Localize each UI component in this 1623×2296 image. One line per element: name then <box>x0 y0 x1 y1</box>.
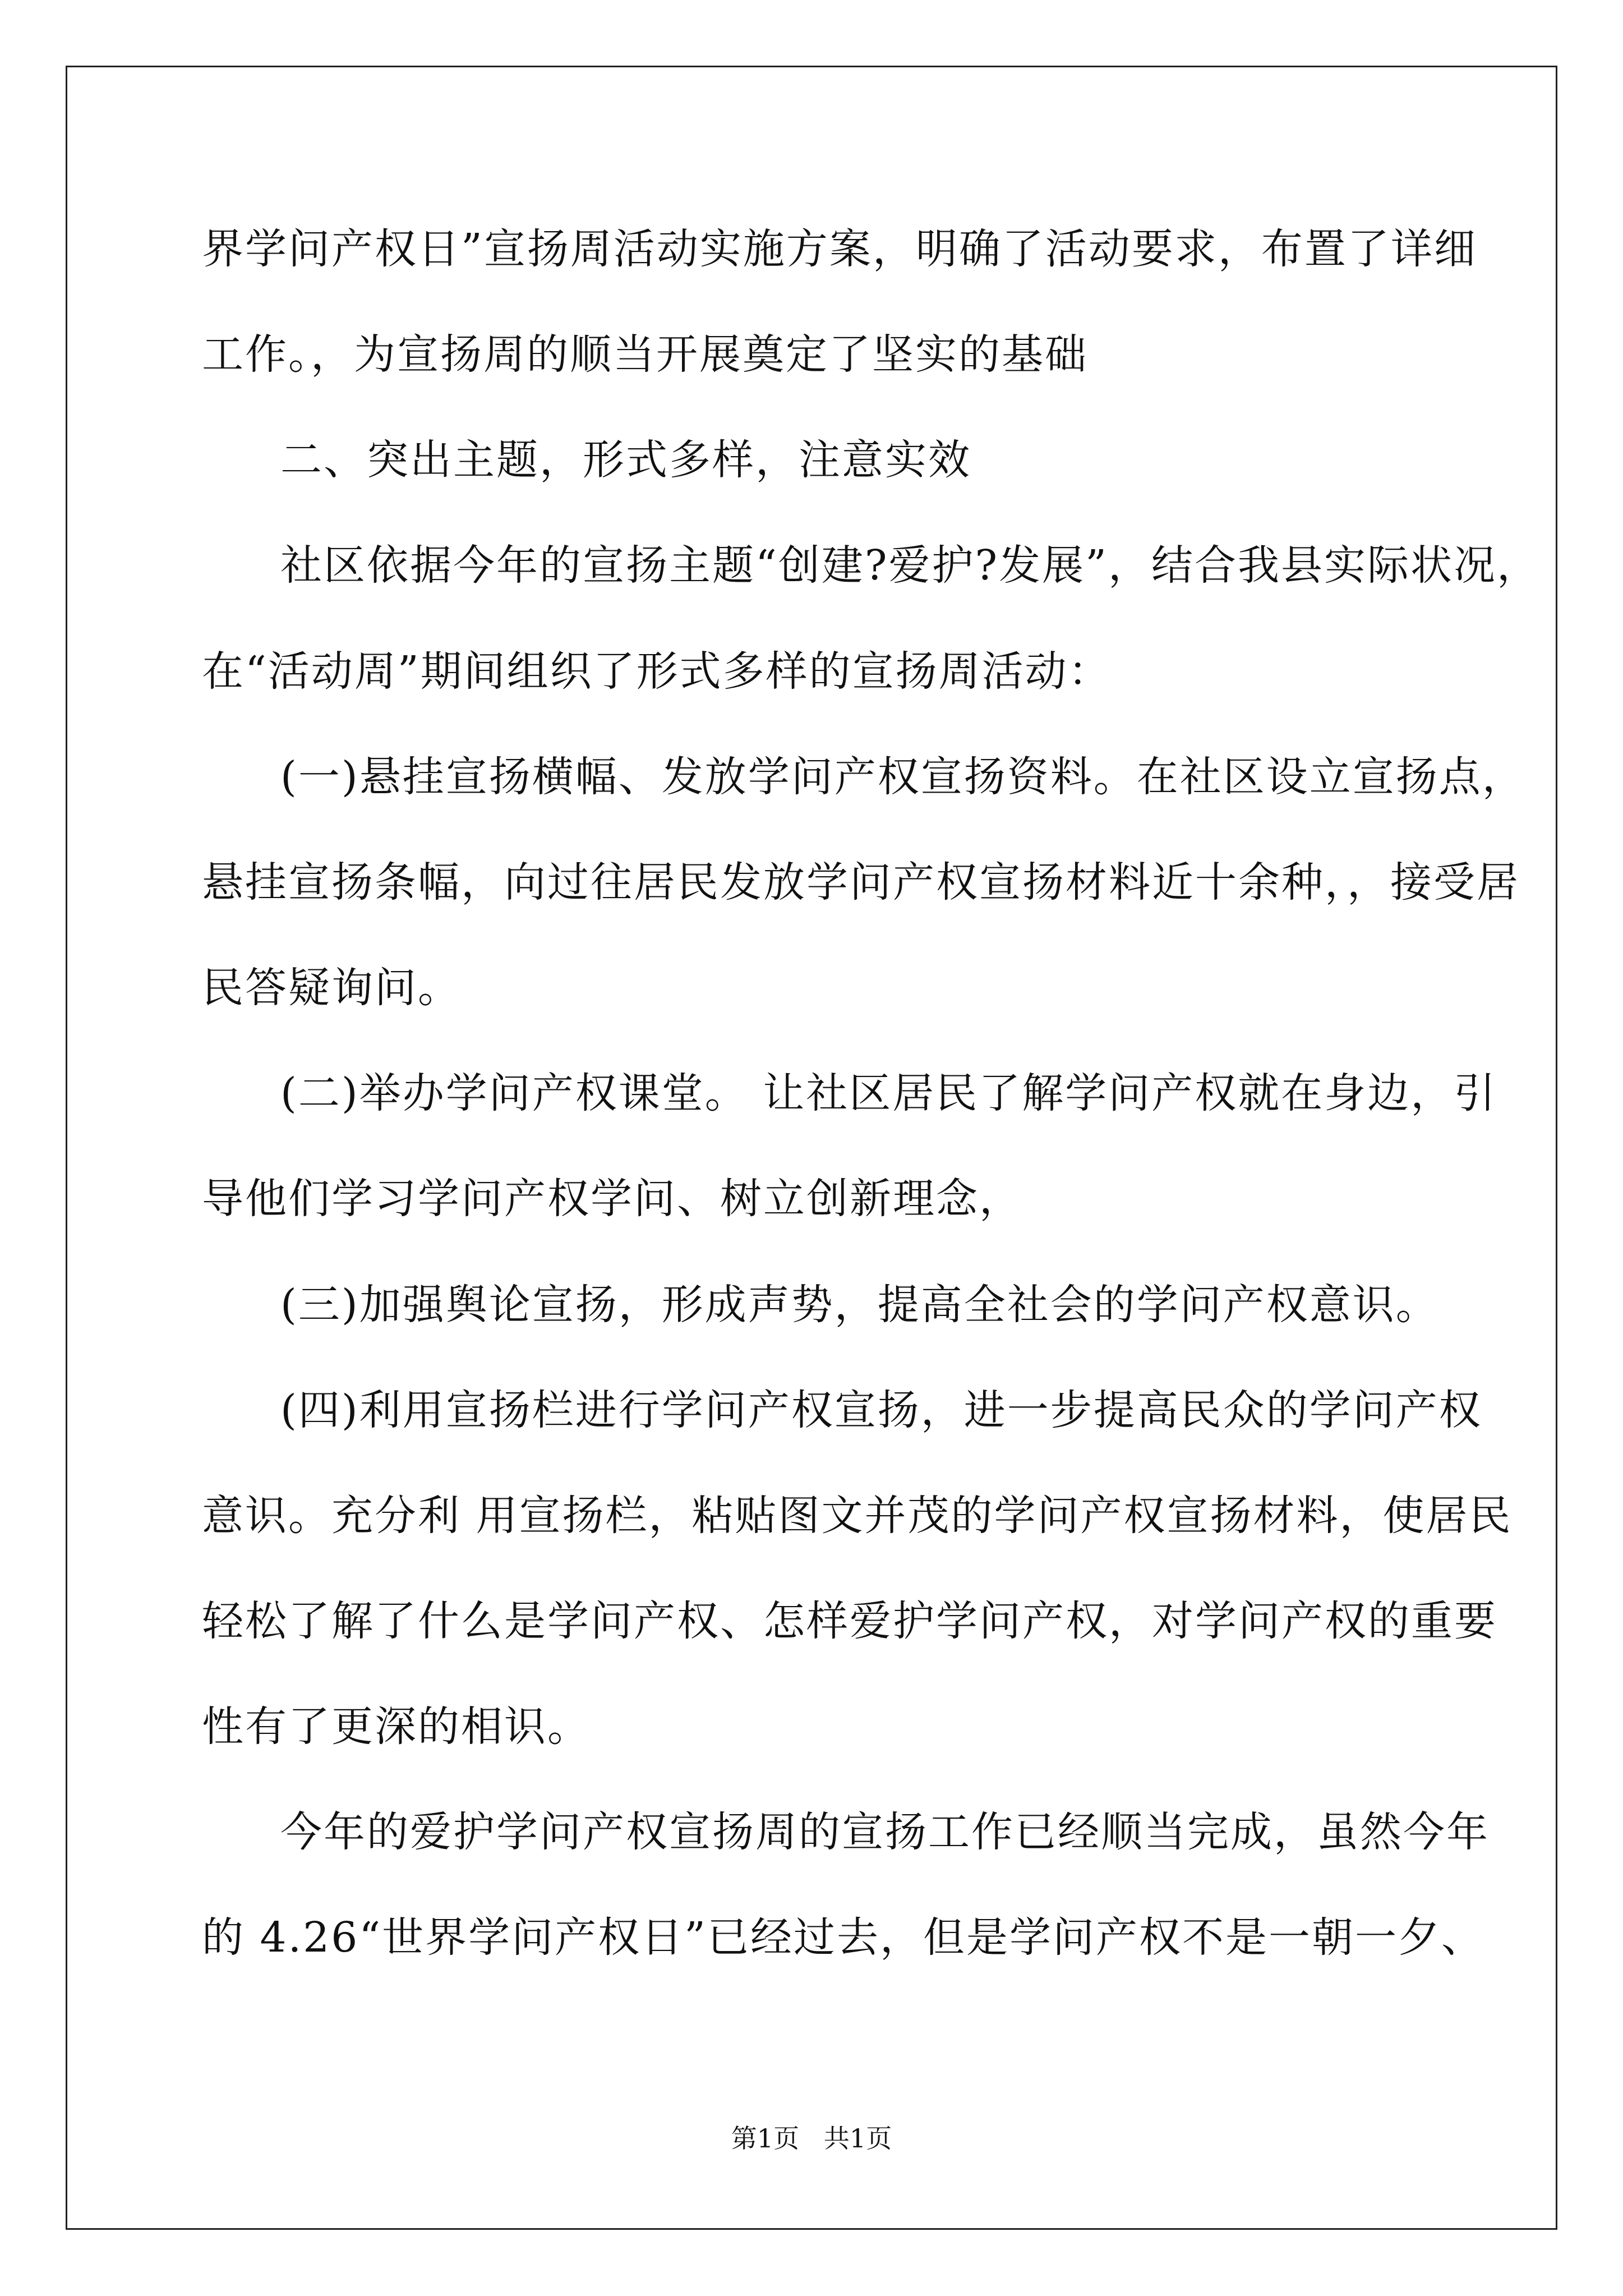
text-line: 在“活动周”期间组织了形式多样的宣扬周活动： <box>202 647 1112 696</box>
section-heading: 二、突出主题，形式多样，注意实效 <box>280 436 971 484</box>
text-line: (四)利用宣扬栏进行学问产权宣扬，进一步提高民众的学问产权 <box>280 1386 1482 1434</box>
text-line: 悬挂宣扬条幅，向过往居民发放学问产权宣扬材料近十余种，，接受居 <box>202 858 1520 907</box>
text-line: (一)悬挂宣扬横幅、发放学问产权宣扬资料。在社区设立宣扬点， <box>280 753 1525 801</box>
text-line: (三)加强舆论宣扬，形成声势，提高全社会的学问产权意识。 <box>280 1281 1439 1329</box>
page-footer: 第1页 共1页 <box>731 2123 892 2154</box>
text-line: 民答疑询问。 <box>202 964 461 1012</box>
text-line: 今年的爱护学问产权宣扬周的宣扬工作已经顺当完成，虽然今年 <box>280 1808 1490 1856</box>
text-line: 界学问产权日”宣扬周活动实施方案，明确了活动要求，布置了详细 <box>202 225 1477 273</box>
page-border <box>66 66 1557 2230</box>
text-line: 性有了更深的相识。 <box>202 1703 591 1751</box>
text-line: 社区依据今年的宣扬主题“创建?爱护?发展”，结合我县实际状况， <box>280 541 1541 590</box>
text-line: 的 4.26“世界学问产权日”已经过去，但是学问产权不是一朝一夕、 <box>202 1913 1484 1962</box>
text-line: 工作。，为宣扬周的顺当开展奠定了坚实的基础 <box>202 330 1088 379</box>
text-line: (二)举办学问产权课堂。 让社区居民了解学问产权就在身边，引 <box>280 1069 1497 1117</box>
text-line: 意识。充分利 用宣扬栏，粘贴图文并茂的学问产权宣扬材料，使居民 <box>202 1492 1513 1540</box>
text-line: 轻松了解了什么是学问产权、怎样爱护学问产权，对学问产权的重要 <box>202 1597 1497 1645</box>
text-line: 导他们学习学问产权学问、树立创新理念， <box>202 1175 1022 1223</box>
